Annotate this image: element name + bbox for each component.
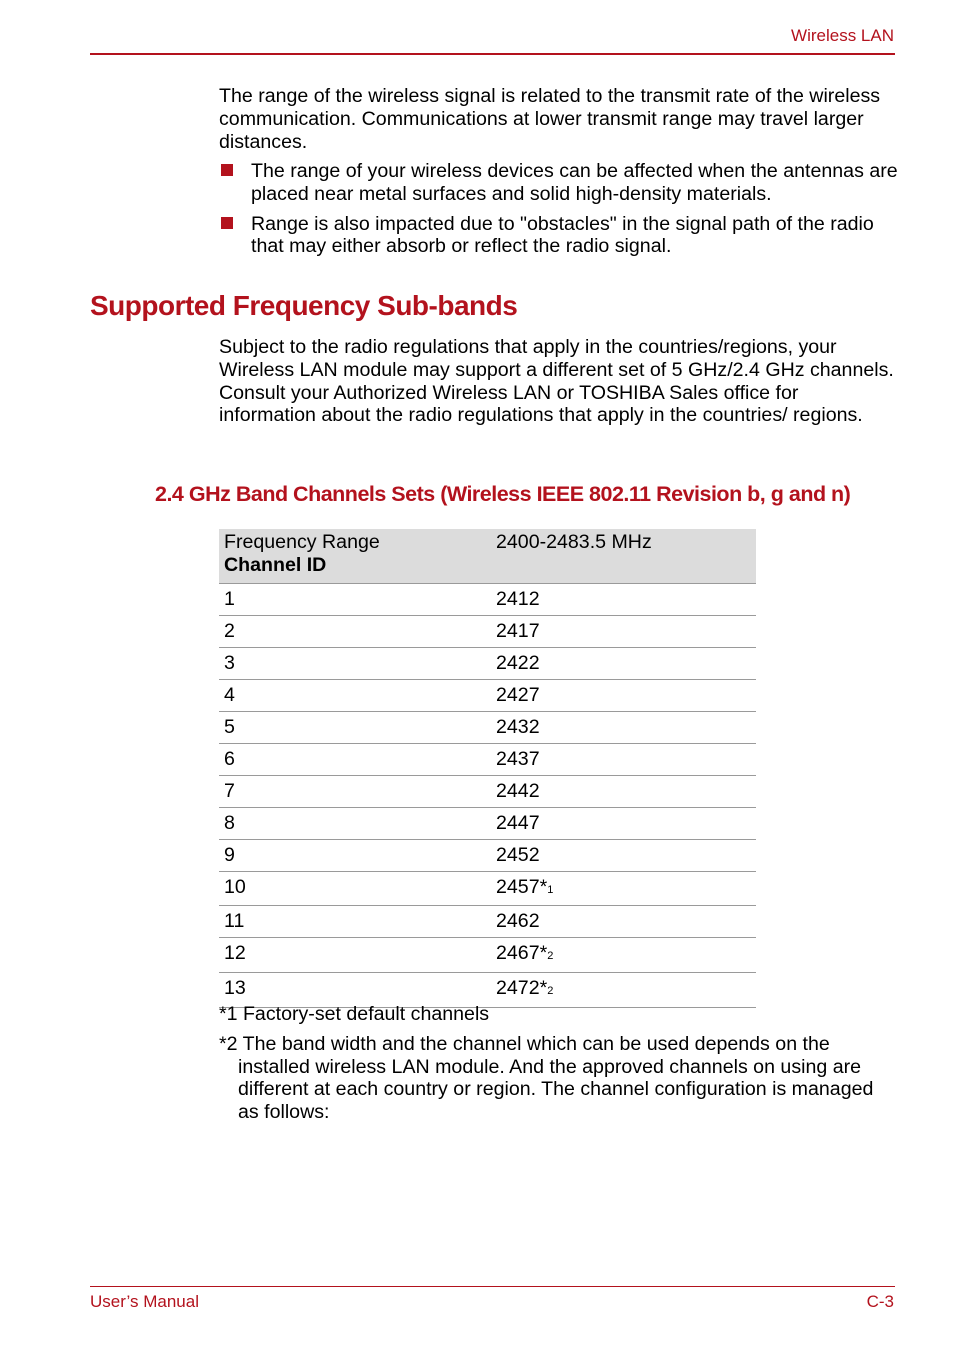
table-row bbox=[219, 743, 756, 775]
frequency-value: 2467* bbox=[496, 942, 548, 965]
frequency-range-value: 2400-2483.5 MHz bbox=[496, 531, 652, 553]
channel-id-cell: 11 bbox=[219, 906, 491, 938]
table-row bbox=[219, 938, 756, 973]
table-row bbox=[219, 647, 756, 679]
intro-paragraph: The range of the wireless signal is related to the transmit rate of the wireless communication. Communications at lower transmit range may travel larger distances. bbox=[219, 85, 881, 153]
list-item bbox=[219, 213, 899, 259]
frequency-value: 2417 bbox=[496, 619, 540, 642]
frequency-cell bbox=[491, 807, 756, 839]
frequency-cell bbox=[491, 906, 756, 938]
table-header-cell bbox=[491, 529, 756, 583]
list-item bbox=[219, 160, 899, 206]
subsection-heading: 2.4 GHz Band Channels Sets (Wireless IEEE 802.11 Revision b, g and n) bbox=[155, 482, 851, 506]
table-header-row bbox=[219, 529, 756, 583]
table-row bbox=[219, 839, 756, 871]
square-bullet-icon bbox=[221, 217, 233, 229]
section-paragraph: Subject to the radio regulations that apply in the countries/regions, your Wireless LAN module may support a different set of 5 GHz/2.4 GHz channels. Consult your Authorized Wireless LAN or TOSHIBA Sales office for information about the radio regulations that apply in the countries/ regions. bbox=[219, 336, 894, 427]
frequency-cell bbox=[491, 615, 756, 647]
frequency-value: 2472* bbox=[496, 977, 548, 1000]
frequency-value: 2447 bbox=[496, 811, 540, 834]
channel-id-cell: 6 bbox=[219, 743, 491, 775]
footnote-marker: 2 bbox=[547, 985, 554, 998]
page-number: C-3 bbox=[866, 1292, 894, 1311]
channel-id-cell: 8 bbox=[219, 807, 491, 839]
table-row bbox=[219, 583, 756, 615]
table-row bbox=[219, 679, 756, 711]
frequency-cell bbox=[491, 743, 756, 775]
frequency-cell bbox=[491, 583, 756, 615]
square-bullet-icon bbox=[221, 164, 233, 176]
channel-id-label: Channel ID bbox=[224, 553, 327, 576]
frequency-value: 2412 bbox=[496, 587, 540, 610]
frequency-cell bbox=[491, 775, 756, 807]
section-heading: Supported Frequency Sub-bands bbox=[90, 290, 518, 321]
table-row bbox=[219, 871, 756, 906]
channel-id-cell: 7 bbox=[219, 775, 491, 807]
channel-id-cell: 1 bbox=[219, 583, 491, 615]
channel-id-cell: 9 bbox=[219, 839, 491, 871]
channel-id-cell: 2 bbox=[219, 615, 491, 647]
channel-id-cell: 12 bbox=[219, 938, 491, 973]
running-header-title: Wireless LAN bbox=[791, 26, 894, 45]
header-rule bbox=[90, 53, 895, 55]
channel-id-cell: 4 bbox=[219, 679, 491, 711]
channel-id-cell: 13 bbox=[219, 973, 491, 1008]
channel-id-cell: 3 bbox=[219, 647, 491, 679]
frequency-cell bbox=[491, 839, 756, 871]
footnote-marker: 2 bbox=[547, 950, 554, 963]
intro-bullet-list bbox=[219, 160, 899, 265]
frequency-range-label: Frequency Range bbox=[224, 531, 380, 553]
frequency-value: 2432 bbox=[496, 715, 540, 738]
frequency-value: 2422 bbox=[496, 651, 540, 674]
footnote-1: *1 Factory-set default channels bbox=[219, 1003, 490, 1025]
bullet-text: The range of your wireless devices can be affected when the antennas are placed near metal surfaces and solid high-density materials. bbox=[251, 160, 898, 205]
footnotes bbox=[219, 1003, 899, 1124]
footer-rule bbox=[90, 1286, 895, 1287]
table-row bbox=[219, 711, 756, 743]
footer-manual-title: User’s Manual bbox=[90, 1292, 199, 1311]
table-row bbox=[219, 775, 756, 807]
frequency-cell bbox=[491, 679, 756, 711]
channel-id-cell: 5 bbox=[219, 711, 491, 743]
frequency-cell bbox=[491, 938, 756, 973]
frequency-value: 2427 bbox=[496, 683, 540, 706]
channel-table bbox=[219, 529, 756, 1008]
frequency-value: 2462 bbox=[496, 910, 540, 933]
table-header-cell bbox=[219, 529, 491, 583]
frequency-value: 2442 bbox=[496, 779, 540, 802]
footnote-2: *2 The band width and the channel which can be used depends on the installed wireless LAN module. And the approved channels on using are different at each country or region. The channel configuration is managed as follows: bbox=[219, 1032, 874, 1124]
table-row bbox=[219, 615, 756, 647]
frequency-value: 2452 bbox=[496, 843, 540, 866]
frequency-value: 2457* bbox=[496, 875, 548, 898]
footnote-marker: 1 bbox=[547, 883, 554, 896]
table-row bbox=[219, 906, 756, 938]
frequency-cell bbox=[491, 711, 756, 743]
bullet-text: Range is also impacted due to "obstacles" in the signal path of the radio that may either absorb or reflect the radio signal. bbox=[251, 212, 874, 258]
channel-id-cell: 10 bbox=[219, 871, 491, 906]
frequency-cell bbox=[491, 871, 756, 906]
frequency-cell bbox=[491, 647, 756, 679]
table-row bbox=[219, 807, 756, 839]
frequency-value: 2437 bbox=[496, 747, 540, 770]
